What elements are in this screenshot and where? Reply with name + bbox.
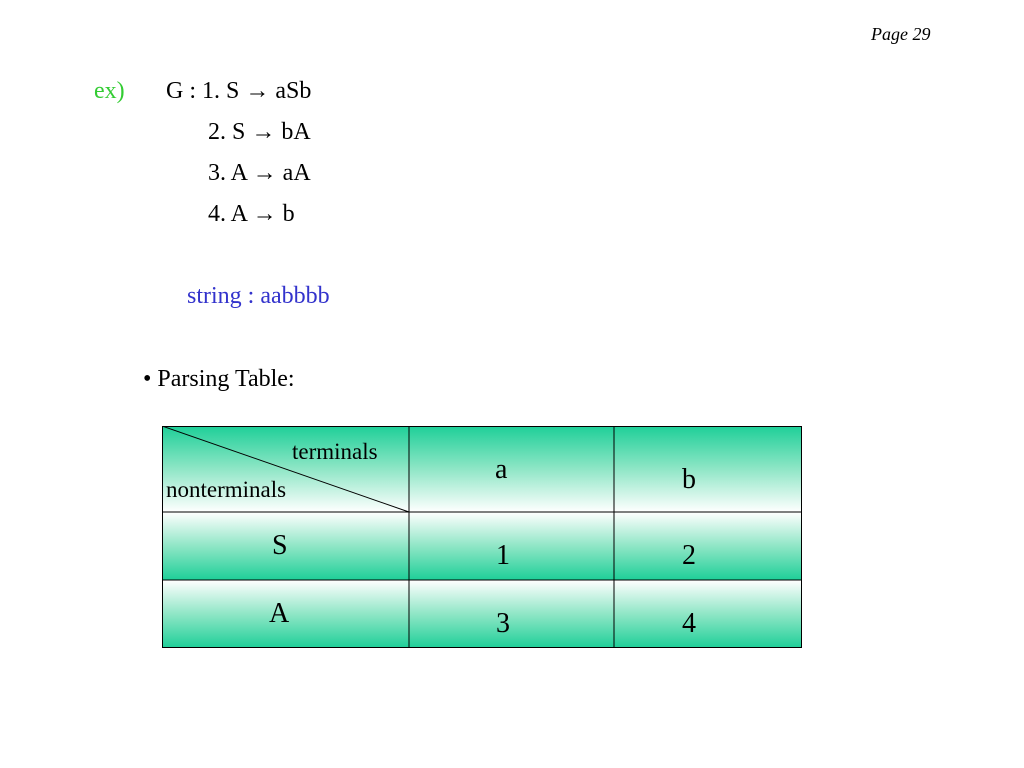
grammar-rule-4: 4. A → b — [208, 201, 295, 227]
grammar-rule-1: G : 1. S → aSb — [166, 78, 312, 104]
parsing-table — [162, 426, 802, 648]
column-header-b: b — [682, 464, 696, 495]
row-header-a: A — [269, 598, 290, 629]
page-number: Page 29 — [871, 24, 931, 44]
table-cell: 1 — [496, 540, 510, 571]
grammar-rule-2: 2. S → bA — [208, 119, 311, 145]
corner-terminals-label: terminals — [292, 439, 378, 464]
row-header-s: S — [272, 530, 288, 561]
corner-nonterminals-label: nonterminals — [166, 477, 287, 502]
table-cell: 4 — [682, 608, 696, 639]
table-cell: 3 — [496, 608, 510, 639]
parsing-table-heading: • Parsing Table: — [143, 366, 295, 392]
column-header-a: a — [495, 454, 508, 485]
example-label: ex) — [94, 78, 125, 104]
input-string: string : aabbbb — [187, 283, 330, 309]
table-grid — [162, 426, 802, 648]
table-cell: 2 — [682, 540, 696, 571]
grammar-rule-3: 3. A → aA — [208, 160, 311, 186]
